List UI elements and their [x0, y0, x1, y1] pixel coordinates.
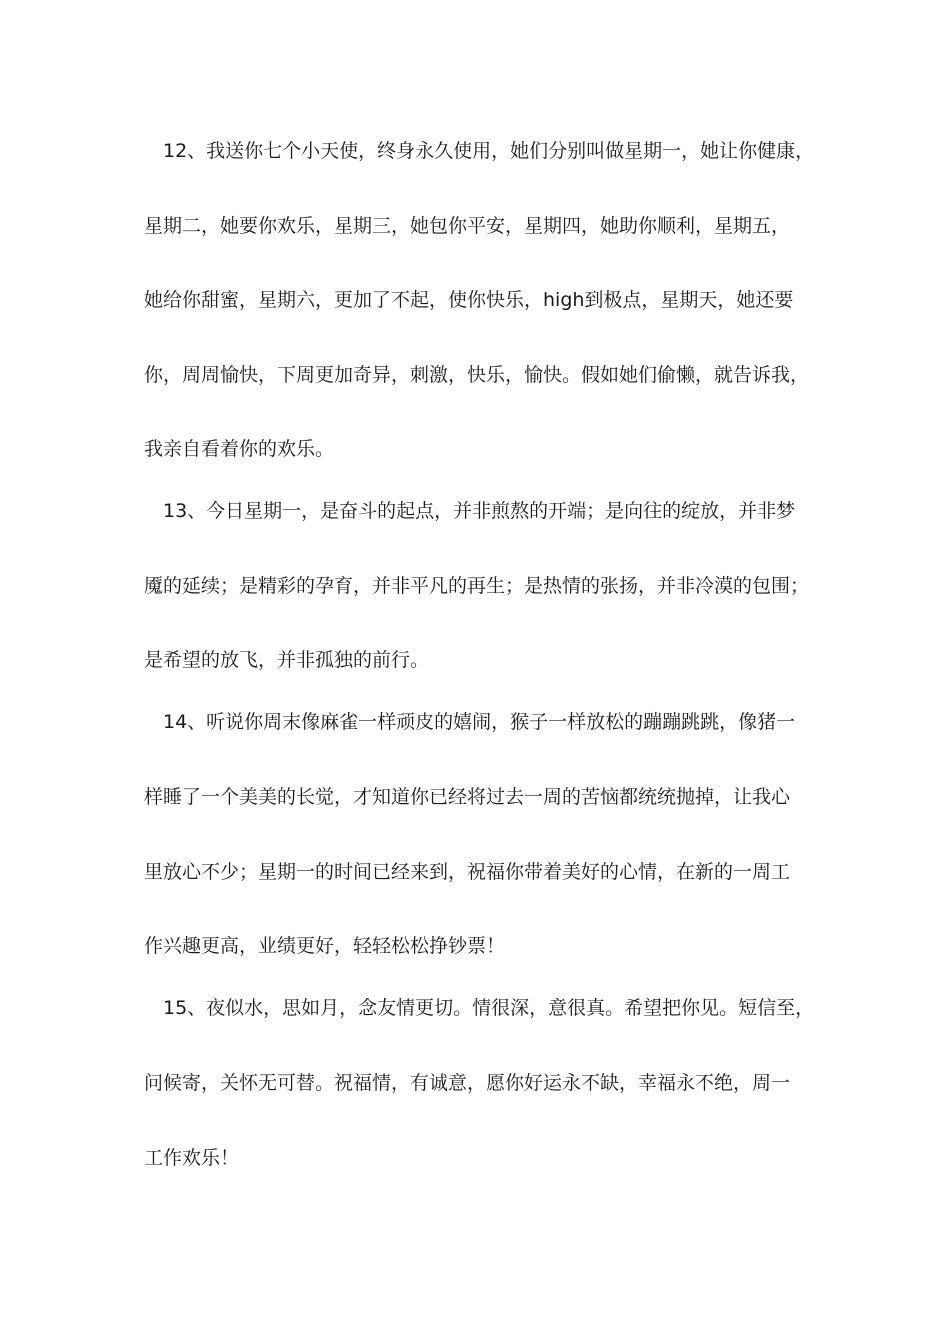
paragraph-14-line-2: 样睡了一个美美的长觉，才知道你已经将过去一周的苦恼都统统抛掉，让我心: [144, 786, 791, 808]
paragraph-14-line-1: 14、听说你周末像麻雀一样顽皮的嬉闹，猴子一样放松的蹦蹦跳跳，像猪一: [163, 711, 796, 733]
paragraph-12-line-1: 12、我送你七个小天使，终身永久使用，她们分别叫做星期一，她让你健康，: [163, 140, 814, 162]
paragraph-12-line-3: 她给你甜蜜，星期六，更加了不起，使你快乐，high到极点，星期天，她还要: [144, 289, 794, 311]
paragraph-15-line-3: 工作欢乐！: [144, 1147, 240, 1169]
paragraph-15-line-1: 15、夜似水，思如月，念友情更切。情很深，意很真。希望把你见。短信至，: [163, 997, 814, 1019]
paragraph-12-line-2: 星期二，她要你欢乐，星期三，她包你平安，星期四，她助你顺利，星期五，: [144, 215, 791, 237]
paragraph-15-line-2: 问候寄，关怀无可替。祝福情，有诚意，愿你好运永不缺，幸福永不绝，周一: [144, 1072, 791, 1094]
paragraph-14-line-3: 里放心不少；星期一的时间已经来到，祝福你带着美好的心情，在新的一周工: [144, 861, 791, 883]
paragraph-13-line-1: 13、今日星期一，是奋斗的起点，并非煎熬的开端；是向往的绽放，并非梦: [163, 500, 796, 522]
paragraph-12-line-4: 你，周周愉快，下周更加奇异，刺激，快乐，愉快。假如她们偷懒，就告诉我，: [144, 364, 810, 386]
paragraph-13-line-3: 是希望的放飞，并非孤独的前行。: [144, 649, 430, 671]
paragraph-13-line-2: 魇的延续；是精彩的孕育，并非平凡的再生；是热情的张扬，并非冷漠的包围；: [144, 575, 810, 597]
paragraph-14-line-4: 作兴趣更高，业绩更好，轻轻松松挣钞票！: [144, 935, 506, 957]
paragraph-12-line-5: 我亲自看着你的欢乐。: [144, 438, 335, 460]
